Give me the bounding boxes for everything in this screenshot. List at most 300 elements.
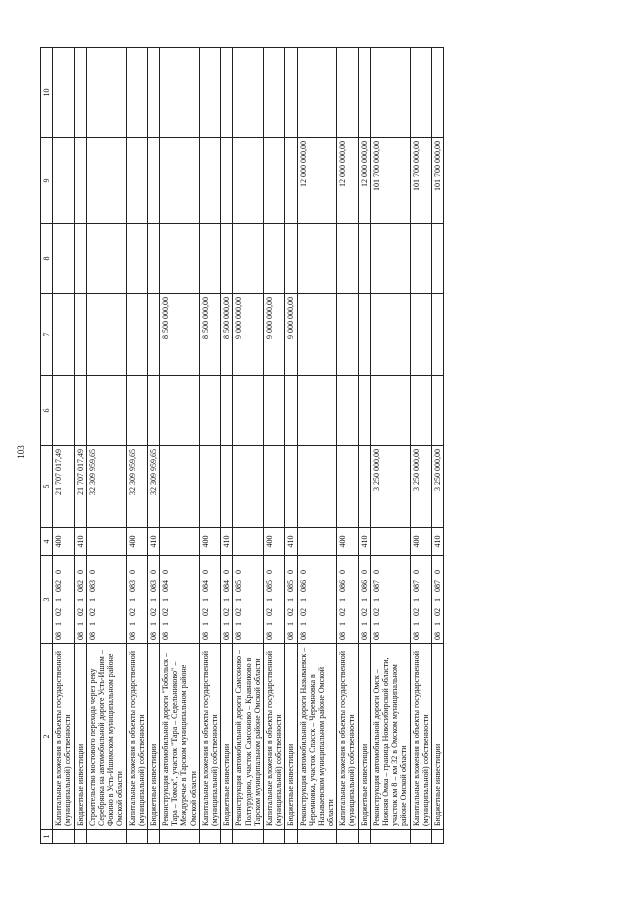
code-part: 1 <box>264 598 274 602</box>
value-cell-8 <box>199 224 220 294</box>
table-row <box>199 48 220 844</box>
row-index-cell <box>160 830 200 844</box>
value-cell-9: 12 000 000,00 <box>337 138 358 224</box>
code-part: 02 <box>298 608 308 616</box>
value-cell-10 <box>370 48 410 138</box>
code-part: 084 <box>200 580 210 592</box>
code-part: 08 <box>264 632 274 640</box>
table-row <box>410 48 431 844</box>
column-header-10: 10 <box>41 48 53 138</box>
budget-code-cell <box>74 556 86 644</box>
code-part: 08 <box>54 632 64 640</box>
column-header-2: 2 <box>41 644 53 830</box>
value-cell-9 <box>221 138 233 224</box>
code-part: 02 <box>286 608 296 616</box>
column-header-row <box>41 48 53 844</box>
value-cell-9 <box>86 138 126 224</box>
code-part: 086 <box>338 580 348 592</box>
code-part: 085 <box>234 580 244 592</box>
budget-code-cell <box>263 556 284 644</box>
code-part: 0 <box>54 570 64 574</box>
code-part: 0 <box>371 570 381 574</box>
row-index-cell <box>199 830 220 844</box>
value-cell-5: 32 309 959,65 <box>147 446 159 528</box>
value-cell-7: 9 000 000,00 <box>263 294 284 376</box>
value-cell-10 <box>285 48 297 138</box>
value-cell-5 <box>233 446 264 528</box>
code-part: 1 <box>286 622 296 626</box>
value-cell-7 <box>126 294 147 376</box>
code-part: 08 <box>338 632 348 640</box>
value-cell-4: 400 <box>337 528 358 556</box>
budget-code-cell <box>199 556 220 644</box>
value-cell-7 <box>431 294 443 376</box>
value-cell-4: 400 <box>263 528 284 556</box>
table-body <box>53 48 444 844</box>
value-cell-10 <box>53 48 74 138</box>
value-cell-7 <box>74 294 86 376</box>
value-cell-9 <box>147 138 159 224</box>
value-cell-4 <box>160 528 200 556</box>
value-cell-6 <box>370 376 410 446</box>
code-part: 08 <box>371 632 381 640</box>
value-cell-9 <box>126 138 147 224</box>
code-part: 1 <box>161 622 171 626</box>
code-part: 1 <box>298 622 308 626</box>
value-cell-10 <box>410 48 431 138</box>
description-cell: Капитальные вложения в объекты государственной (муниципальной) собственности <box>410 644 431 830</box>
code-part: 0 <box>298 570 308 574</box>
code-part: 02 <box>222 608 232 616</box>
page-number: 103 <box>16 445 26 459</box>
value-cell-10 <box>86 48 126 138</box>
code-part: 0 <box>286 570 296 574</box>
value-cell-4 <box>233 528 264 556</box>
budget-code-cell <box>147 556 159 644</box>
column-header-7: 7 <box>41 294 53 376</box>
value-cell-10 <box>74 48 86 138</box>
value-cell-6 <box>337 376 358 446</box>
value-cell-4: 400 <box>126 528 147 556</box>
value-cell-10 <box>233 48 264 138</box>
column-header-4: 4 <box>41 528 53 556</box>
value-cell-9 <box>74 138 86 224</box>
code-part: 1 <box>371 622 381 626</box>
table-row <box>86 48 126 844</box>
value-cell-5: 32 309 959,65 <box>86 446 126 528</box>
code-part: 02 <box>411 608 421 616</box>
table-row <box>285 48 297 844</box>
value-cell-4: 400 <box>410 528 431 556</box>
code-part: 085 <box>286 580 296 592</box>
value-cell-8 <box>431 224 443 294</box>
description-cell: Капитальные вложения в объекты государственной (муниципальной) собственности <box>53 644 74 830</box>
value-cell-9: 101 700 000,00 <box>410 138 431 224</box>
code-part: 08 <box>234 632 244 640</box>
code-part: 02 <box>54 608 64 616</box>
row-index-cell <box>233 830 264 844</box>
value-cell-8 <box>221 224 233 294</box>
code-part: 082 <box>54 580 64 592</box>
code-part: 1 <box>432 622 442 626</box>
code-part: 087 <box>371 580 381 592</box>
value-cell-8 <box>358 224 370 294</box>
table-row <box>370 48 410 844</box>
row-index-cell <box>285 830 297 844</box>
code-part: 02 <box>338 608 348 616</box>
code-part: 08 <box>432 632 442 640</box>
value-cell-8 <box>263 224 284 294</box>
value-cell-5 <box>263 446 284 528</box>
code-part: 1 <box>338 598 348 602</box>
value-cell-9 <box>263 138 284 224</box>
code-part: 08 <box>161 632 171 640</box>
code-part: 1 <box>432 598 442 602</box>
code-part: 1 <box>371 598 381 602</box>
code-part: 1 <box>264 622 274 626</box>
value-cell-6 <box>74 376 86 446</box>
code-part: 083 <box>148 580 158 592</box>
budget-code-cell <box>86 556 126 644</box>
description-cell: Бюджетные инвестиции <box>358 644 370 830</box>
value-cell-8 <box>86 224 126 294</box>
code-part: 1 <box>148 622 158 626</box>
value-cell-8 <box>370 224 410 294</box>
code-part: 1 <box>54 622 64 626</box>
row-index-cell <box>358 830 370 844</box>
code-part: 0 <box>338 570 348 574</box>
value-cell-6 <box>285 376 297 446</box>
code-part: 1 <box>338 622 348 626</box>
value-cell-5: 3 250 000,00 <box>410 446 431 528</box>
code-part: 086 <box>298 580 308 592</box>
description-cell: Бюджетные инвестиции <box>74 644 86 830</box>
description-cell: Реконструкция автомобильной дороги "Тобольск – Тара – Томск", участок "Тара – Седельниково" – Междуречье в Тарском муниципальном районе Омской области <box>160 644 200 830</box>
description-cell: Реконструкция автомобильной дороги Называевск – Черемновка, участок Спасск – Черемновка в Называевском муниципальном районе Омской области <box>297 644 337 830</box>
value-cell-10 <box>297 48 337 138</box>
code-part: 0 <box>264 570 274 574</box>
value-cell-8 <box>337 224 358 294</box>
value-cell-7 <box>147 294 159 376</box>
code-part: 1 <box>87 598 97 602</box>
code-part: 1 <box>148 598 158 602</box>
column-header-8: 8 <box>41 224 53 294</box>
budget-code-cell <box>53 556 74 644</box>
budget-code-cell <box>126 556 147 644</box>
table-row <box>431 48 443 844</box>
description-cell: Реконструкция автомобильной дороги Омск – Нижняя Омка – граница Новосибирской области, участок км 8 – км 32 в Омском муниципальном районе Омской области <box>370 644 410 830</box>
code-part: 1 <box>234 598 244 602</box>
code-part: 02 <box>359 608 369 616</box>
code-part: 0 <box>161 570 171 574</box>
value-cell-4: 410 <box>221 528 233 556</box>
value-cell-9: 12 000 000,00 <box>297 138 337 224</box>
value-cell-8 <box>74 224 86 294</box>
value-cell-5: 3 250 000,00 <box>370 446 410 528</box>
row-index-cell <box>297 830 337 844</box>
row-index-cell <box>221 830 233 844</box>
value-cell-4: 410 <box>285 528 297 556</box>
code-part: 08 <box>200 632 210 640</box>
table-row <box>337 48 358 844</box>
row-index-cell <box>337 830 358 844</box>
description-cell: Строительство мостового перехода через реку Серебрянка на автомобильной дороге Усть-Ишим – Фокино в Усть-Ишимском муниципальном районе Омской области <box>86 644 126 830</box>
code-part: 083 <box>127 580 137 592</box>
table-row <box>233 48 264 844</box>
code-part: 1 <box>161 598 171 602</box>
value-cell-5 <box>285 446 297 528</box>
code-part: 1 <box>75 598 85 602</box>
code-part: 02 <box>161 608 171 616</box>
code-part: 02 <box>264 608 274 616</box>
code-part: 0 <box>75 570 85 574</box>
code-part: 1 <box>87 622 97 626</box>
row-index-cell <box>147 830 159 844</box>
code-part: 02 <box>87 608 97 616</box>
value-cell-5 <box>221 446 233 528</box>
value-cell-5 <box>160 446 200 528</box>
value-cell-8 <box>126 224 147 294</box>
code-part: 1 <box>54 598 64 602</box>
code-part: 08 <box>222 632 232 640</box>
table-row <box>160 48 200 844</box>
value-cell-6 <box>410 376 431 446</box>
code-part: 1 <box>286 598 296 602</box>
description-cell: Реконструкция автомобильной дороги Самсоново – Полтурудово, участок Самсоново – Кравниково в Тарском муниципальном районе Омской области <box>233 644 264 830</box>
value-cell-10 <box>160 48 200 138</box>
code-part: 085 <box>264 580 274 592</box>
value-cell-6 <box>147 376 159 446</box>
table-row <box>53 48 74 844</box>
description-cell: Капитальные вложения в объекты государственной (муниципальной) собственности <box>199 644 220 830</box>
budget-code-cell <box>410 556 431 644</box>
code-part: 1 <box>359 622 369 626</box>
budget-code-cell <box>337 556 358 644</box>
code-part: 08 <box>359 632 369 640</box>
value-cell-9: 101 700 000,00 <box>431 138 443 224</box>
value-cell-9 <box>285 138 297 224</box>
value-cell-7 <box>86 294 126 376</box>
code-part: 1 <box>222 598 232 602</box>
budget-code-cell <box>297 556 337 644</box>
code-part: 08 <box>87 632 97 640</box>
code-part: 082 <box>75 580 85 592</box>
value-cell-5 <box>337 446 358 528</box>
code-part: 083 <box>87 580 97 592</box>
value-cell-7: 8 500 000,00 <box>199 294 220 376</box>
code-part: 0 <box>87 570 97 574</box>
code-part: 0 <box>234 570 244 574</box>
value-cell-9 <box>233 138 264 224</box>
value-cell-6 <box>86 376 126 446</box>
code-part: 1 <box>200 598 210 602</box>
value-cell-8 <box>233 224 264 294</box>
row-index-cell <box>410 830 431 844</box>
description-cell: Капитальные вложения в объекты государственной (муниципальной) собственности <box>263 644 284 830</box>
value-cell-4: 410 <box>358 528 370 556</box>
value-cell-6 <box>431 376 443 446</box>
value-cell-8 <box>410 224 431 294</box>
value-cell-9 <box>53 138 74 224</box>
code-part: 08 <box>286 632 296 640</box>
code-part: 1 <box>234 622 244 626</box>
code-part: 1 <box>411 622 421 626</box>
value-cell-10 <box>147 48 159 138</box>
value-cell-6 <box>126 376 147 446</box>
row-index-cell <box>74 830 86 844</box>
code-part: 02 <box>371 608 381 616</box>
code-part: 0 <box>411 570 421 574</box>
value-cell-7 <box>358 294 370 376</box>
description-cell: Бюджетные инвестиции <box>431 644 443 830</box>
value-cell-7 <box>410 294 431 376</box>
value-cell-6 <box>263 376 284 446</box>
code-part: 08 <box>298 632 308 640</box>
code-part: 084 <box>222 580 232 592</box>
value-cell-9 <box>160 138 200 224</box>
code-part: 0 <box>432 570 442 574</box>
value-cell-8 <box>297 224 337 294</box>
value-cell-8 <box>285 224 297 294</box>
value-cell-8 <box>147 224 159 294</box>
code-part: 0 <box>200 570 210 574</box>
value-cell-7: 8 500 000,00 <box>160 294 200 376</box>
table-row <box>126 48 147 844</box>
value-cell-6 <box>160 376 200 446</box>
value-cell-10 <box>337 48 358 138</box>
budget-code-cell <box>370 556 410 644</box>
code-part: 02 <box>75 608 85 616</box>
description-cell: Капитальные вложения в объекты государственной (муниципальной) собственности <box>337 644 358 830</box>
code-part: 1 <box>359 598 369 602</box>
code-part: 0 <box>148 570 158 574</box>
value-cell-4: 410 <box>74 528 86 556</box>
code-part: 08 <box>411 632 421 640</box>
value-cell-5: 32 309 959,65 <box>126 446 147 528</box>
code-part: 0 <box>127 570 137 574</box>
budget-code-cell <box>160 556 200 644</box>
code-part: 02 <box>148 608 158 616</box>
value-cell-6 <box>358 376 370 446</box>
table-row <box>147 48 159 844</box>
table-row <box>74 48 86 844</box>
code-part: 02 <box>127 608 137 616</box>
value-cell-10 <box>199 48 220 138</box>
budget-code-cell <box>358 556 370 644</box>
table-row <box>263 48 284 844</box>
column-header-9: 9 <box>41 138 53 224</box>
description-cell: Капитальные вложения в объекты государственной (муниципальной) собственности <box>126 644 147 830</box>
code-part: 1 <box>200 622 210 626</box>
value-cell-8 <box>160 224 200 294</box>
value-cell-7 <box>370 294 410 376</box>
value-cell-9: 101 700 000,00 <box>370 138 410 224</box>
column-header-5: 5 <box>41 446 53 528</box>
value-cell-5 <box>358 446 370 528</box>
value-cell-6 <box>297 376 337 446</box>
value-cell-5 <box>199 446 220 528</box>
code-part: 087 <box>411 580 421 592</box>
value-cell-6 <box>199 376 220 446</box>
value-cell-4: 400 <box>53 528 74 556</box>
description-cell: Бюджетные инвестиции <box>147 644 159 830</box>
column-header-6: 6 <box>41 376 53 446</box>
value-cell-6 <box>233 376 264 446</box>
value-cell-5 <box>297 446 337 528</box>
value-cell-8 <box>53 224 74 294</box>
description-cell: Бюджетные инвестиции <box>221 644 233 830</box>
value-cell-4 <box>370 528 410 556</box>
budget-code-cell <box>221 556 233 644</box>
value-cell-4 <box>86 528 126 556</box>
value-cell-4 <box>297 528 337 556</box>
value-cell-4: 410 <box>147 528 159 556</box>
value-cell-6 <box>53 376 74 446</box>
code-part: 1 <box>127 622 137 626</box>
table-row <box>297 48 337 844</box>
row-index-cell <box>126 830 147 844</box>
code-part: 086 <box>359 580 369 592</box>
code-part: 1 <box>75 622 85 626</box>
value-cell-7 <box>337 294 358 376</box>
code-part: 08 <box>75 632 85 640</box>
value-cell-7: 9 000 000,00 <box>233 294 264 376</box>
code-part: 1 <box>411 598 421 602</box>
value-cell-10 <box>263 48 284 138</box>
code-part: 02 <box>200 608 210 616</box>
budget-code-cell <box>285 556 297 644</box>
value-cell-4: 410 <box>431 528 443 556</box>
table-row <box>358 48 370 844</box>
value-cell-10 <box>431 48 443 138</box>
row-index-cell <box>86 830 126 844</box>
code-part: 087 <box>432 580 442 592</box>
value-cell-7 <box>53 294 74 376</box>
value-cell-6 <box>221 376 233 446</box>
code-part: 0 <box>222 570 232 574</box>
row-index-cell <box>370 830 410 844</box>
code-part: 084 <box>161 580 171 592</box>
code-part: 02 <box>234 608 244 616</box>
value-cell-5: 21 707 017,49 <box>53 446 74 528</box>
table-row <box>221 48 233 844</box>
code-part: 08 <box>127 632 137 640</box>
code-part: 1 <box>127 598 137 602</box>
column-header-3: 3 <box>41 556 53 644</box>
value-cell-7 <box>297 294 337 376</box>
value-cell-7: 8 500 000,00 <box>221 294 233 376</box>
value-cell-5: 21 707 017,49 <box>74 446 86 528</box>
value-cell-9: 12 000 000,00 <box>358 138 370 224</box>
row-index-cell <box>53 830 74 844</box>
code-part: 02 <box>432 608 442 616</box>
row-index-cell <box>263 830 284 844</box>
value-cell-5: 3 250 000,00 <box>431 446 443 528</box>
column-header-1: 1 <box>41 830 53 844</box>
budget-code-cell <box>431 556 443 644</box>
code-part: 08 <box>148 632 158 640</box>
value-cell-10 <box>126 48 147 138</box>
description-cell: Бюджетные инвестиции <box>285 644 297 830</box>
value-cell-10 <box>221 48 233 138</box>
budget-code-cell <box>233 556 264 644</box>
value-cell-9 <box>199 138 220 224</box>
code-part: 0 <box>359 570 369 574</box>
value-cell-7: 9 000 000,00 <box>285 294 297 376</box>
value-cell-10 <box>358 48 370 138</box>
code-part: 1 <box>222 622 232 626</box>
budget-table <box>40 47 444 844</box>
